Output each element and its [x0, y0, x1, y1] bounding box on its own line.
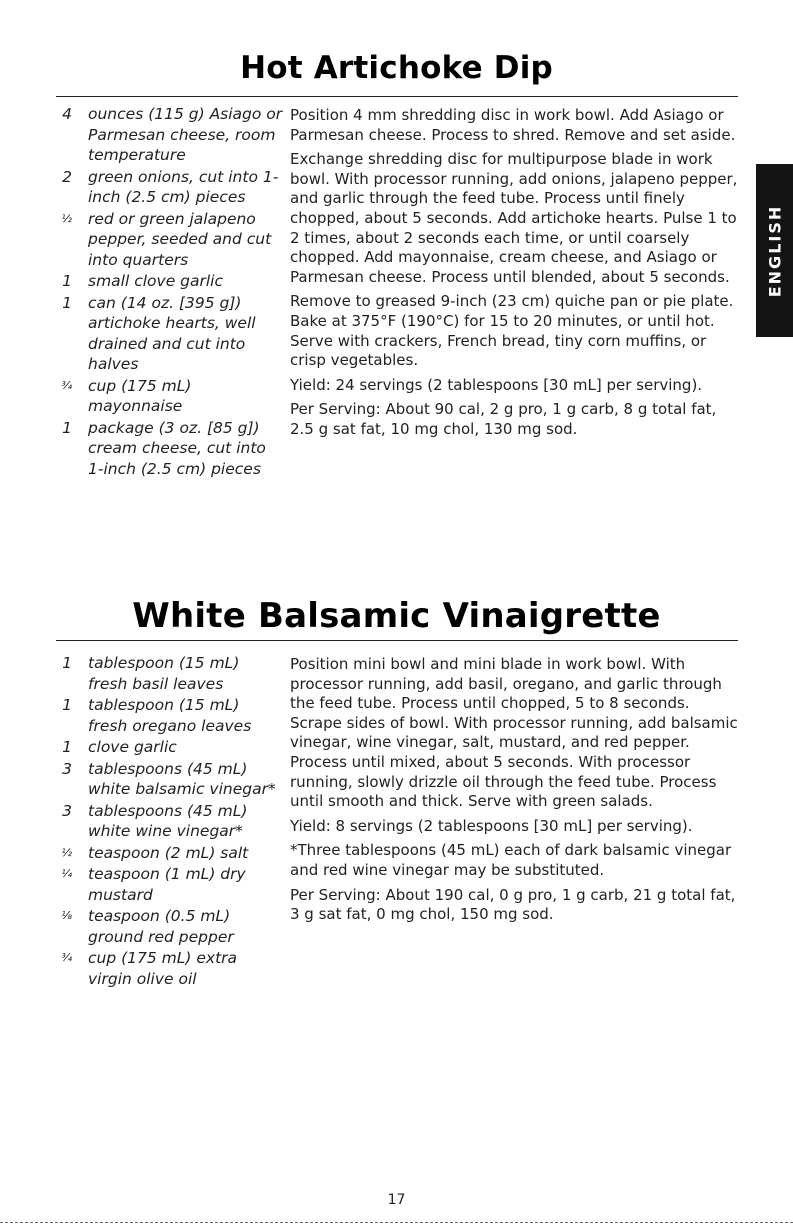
- ingredient-quantity: 4: [62, 105, 72, 123]
- ingredient-text: tablespoons (45 mL) white wine vinegar*: [88, 801, 248, 840]
- ingredient-quantity: ¼: [61, 867, 72, 880]
- ingredient-item: [58, 864, 283, 905]
- recipe-title-hot-artichoke-dip: Hot Artichoke Dip: [240, 50, 553, 86]
- ingredient-quantity: ½: [61, 845, 72, 859]
- ingredient-item: [58, 801, 283, 842]
- ingredient-text: green onions, cut into 1-inch (2.5 cm) pieces: [88, 167, 279, 206]
- ingredient-text: tablespoon (15 mL) fresh basil leaves: [88, 654, 240, 693]
- directions-block: [290, 655, 740, 930]
- recipe-title-white-balsamic-vinaigrette: White Balsamic Vinaigrette: [132, 596, 661, 636]
- ingredient-quantity: 2: [62, 167, 72, 186]
- ingredient-quantity: 1: [62, 418, 72, 437]
- ingredient-quantity: ¾: [61, 378, 72, 392]
- ingredient-quantity: 1: [62, 738, 72, 756]
- ingredient-text: teaspoon (2 mL) salt: [88, 843, 249, 862]
- ingredient-quantity: 1: [62, 654, 72, 672]
- ingredient-text: small clove garlic: [88, 272, 224, 290]
- ingredient-item: [58, 209, 283, 271]
- ingredient-quantity: 1: [62, 696, 72, 714]
- language-tab: [756, 164, 793, 337]
- ingredient-quantity: 3: [62, 801, 72, 820]
- ingredient-item: [58, 695, 283, 736]
- direction-paragraph: Per Serving: About 90 cal, 2 g pro, 1 g carb, 8 g total fat, 2.5 g sat fat, 10 mg chol, 130 mg sod.: [290, 400, 717, 438]
- ingredient-text: can (14 oz. [395 g]) artichoke hearts, well drained and cut into halves: [88, 293, 256, 373]
- ingredient-quantity: 1: [62, 293, 72, 312]
- ingredient-text: clove garlic: [88, 738, 177, 756]
- ingredient-item: [58, 418, 283, 480]
- direction-paragraph: Exchange shredding disc for multipurpose blade in work bowl. With processor running, add onions, jalapeno pepper, and garlic through the feed tube. Process until finely chopped, about 5 seconds. Add artichoke hearts. Pulse 1 to 2 times, about 2 seconds each time, or until coarsely chopped. Add mayonnaise, cream cheese, and Asiago or Parmesan cheese. Process until blended, about 5 seconds.: [290, 150, 738, 286]
- direction-paragraph: *Three tablespoons (45 mL) each of dark balsamic vinegar and red wine vinegar may be substituted.: [290, 841, 732, 879]
- ingredient-text: cup (175 mL) extra virgin olive oil: [88, 949, 238, 988]
- ingredient-quantity: 3: [62, 759, 72, 778]
- title-divider: [56, 640, 738, 641]
- ingredient-text: cup (175 mL) mayonnaise: [88, 376, 192, 415]
- ingredient-text: tablespoons (45 mL) white balsamic vinegar*: [88, 759, 276, 798]
- ingredient-item: [58, 843, 283, 864]
- ingredient-quantity: ¾: [61, 951, 72, 964]
- ingredient-text: teaspoon (1 mL) dry mustard: [88, 865, 246, 904]
- ingredient-item: [58, 271, 283, 292]
- ingredient-item: [58, 167, 283, 208]
- ingredient-item: [58, 737, 283, 758]
- ingredient-text: teaspoon (0.5 mL) ground red pepper: [88, 907, 234, 946]
- directions-block: [290, 106, 740, 445]
- page-bottom-edge: [0, 1222, 793, 1223]
- ingredient-quantity: 1: [62, 272, 72, 290]
- direction-paragraph: Yield: 8 servings (2 tablespoons [30 mL] per serving).: [290, 816, 693, 835]
- direction-paragraph: Position mini bowl and mini blade in work bowl. With processor running, add basil, oregano, and garlic through the feed tube. Process until chopped, 5 to 8 seconds. Scrape sides of bowl. With processor running, add balsamic vinegar, wine vinegar, salt, mustard, and red pepper. Process until mixed, about 5 seconds. With processor running, slowly drizzle oil through the feed tube. Process until smooth and thick. Serve with green salads.: [290, 655, 738, 811]
- ingredient-item: [58, 376, 283, 417]
- ingredient-item: [58, 948, 283, 989]
- title-divider: [56, 96, 738, 97]
- ingredient-item: [58, 759, 283, 800]
- direction-paragraph: Per Serving: About 190 cal, 0 g pro, 1 g carb, 21 g total fat, 3 g sat fat, 0 mg chol, 150 mg sod.: [290, 885, 736, 924]
- ingredient-text: tablespoon (15 mL) fresh oregano leaves: [88, 696, 252, 735]
- ingredient-list: [58, 104, 283, 480]
- ingredient-quantity: ½: [61, 211, 72, 225]
- direction-paragraph: Position 4 mm shredding disc in work bowl. Add Asiago or Parmesan cheese. Process to shred. Remove and set aside.: [290, 106, 736, 144]
- ingredient-item: [58, 104, 283, 166]
- ingredient-text: ounces (115 g) Asiago or Parmesan cheese, room temperature: [88, 105, 283, 164]
- ingredient-text: package (3 oz. [85 g]) cream cheese, cut into 1-inch (2.5 cm) pieces: [88, 418, 266, 478]
- direction-paragraph: Remove to greased 9-inch (23 cm) quiche pan or pie plate. Bake at 375°F (190°C) for 15 to 20 minutes, or until hot. Serve with crackers, French bread, tiny corn muffins, or crisp vegetables.: [290, 292, 734, 370]
- ingredient-list: [58, 653, 283, 990]
- page-number: 17: [387, 1192, 406, 1208]
- ingredient-item: [58, 293, 283, 375]
- ingredient-text: red or green jalapeno pepper, seeded and cut into quarters: [88, 209, 272, 269]
- language-tab-label: ENGLISH: [765, 204, 784, 297]
- ingredient-quantity: ⅛: [61, 909, 72, 922]
- ingredient-item: [58, 906, 283, 947]
- ingredient-item: [58, 653, 283, 694]
- direction-paragraph: Yield: 24 servings (2 tablespoons [30 mL] per serving).: [290, 375, 703, 394]
